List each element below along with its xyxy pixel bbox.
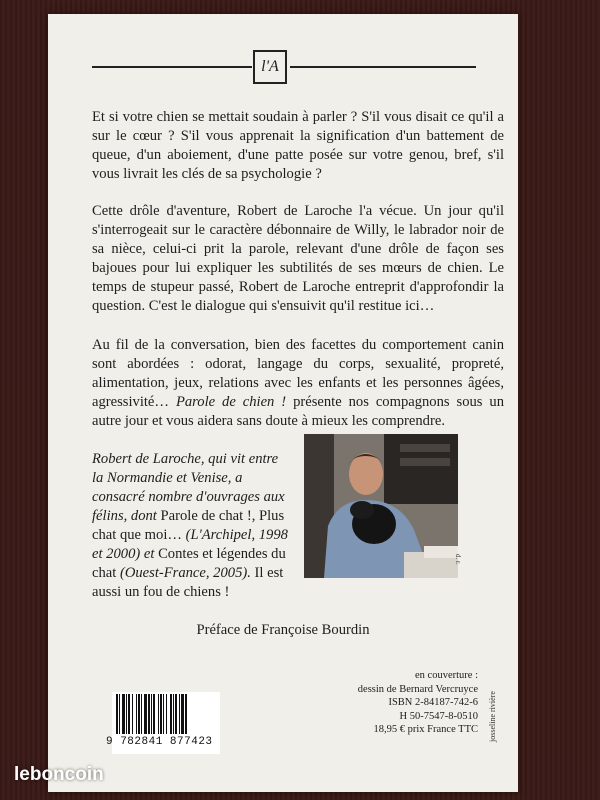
publisher-logo: l'A xyxy=(253,50,287,84)
preface-line: Préface de Françoise Bourdin xyxy=(196,622,370,638)
book-title: Parole de chien ! xyxy=(175,394,287,410)
barcode-bar xyxy=(148,694,150,734)
book-back-cover xyxy=(48,14,518,792)
author-bio-closing: Il est aussi un fou de chiens ! xyxy=(92,565,284,600)
cover-artist: dessin de Bernard Vercruyce xyxy=(357,683,478,695)
blurb-paragraph-3-text-b: présente nos compagnons sous un autre jour et vous aidera sans doute à mieux les comprendre. xyxy=(92,394,504,429)
product-code: H 50-7547-8-0510 xyxy=(399,710,478,722)
barcode-bar xyxy=(116,694,118,734)
barcode-bar xyxy=(126,694,127,734)
header-rule-right xyxy=(290,66,476,68)
design-credit: josseline rivière xyxy=(488,691,497,742)
barcode-bars xyxy=(112,692,220,736)
barcode-bar xyxy=(179,694,180,734)
isbn: ISBN 2-84187-742-6 xyxy=(388,697,478,709)
barcode-bar xyxy=(175,694,177,734)
barcode-bar xyxy=(181,694,184,734)
barcode-bar xyxy=(141,694,142,734)
header-rule-left xyxy=(92,66,252,68)
author-bio-book1: Parole de chat !, Plus chat que moi… xyxy=(92,508,285,543)
barcode-bar xyxy=(136,694,137,734)
blurb-paragraph-3 xyxy=(92,336,504,431)
barcode-bar xyxy=(158,694,159,734)
author-photo xyxy=(304,434,458,578)
barcode-bar xyxy=(151,694,152,734)
barcode-bar xyxy=(160,694,162,734)
barcode-bar xyxy=(185,694,187,734)
blurb-paragraph-3-text-a: Au fil de la conversation, bien des facettes du comportement canin sont abordées : odorat, langage du corps, sexualité, propreté, alimentation, jeux, relations avec les enfants et les personnes âgées, agressivité… xyxy=(92,337,504,410)
barcode-bar xyxy=(166,694,167,734)
leboncoin-watermark: leboncoin xyxy=(14,764,104,785)
photo-credit: d. r. xyxy=(454,554,462,565)
barcode-number: 9 782841 877423 xyxy=(106,736,213,748)
author-bio xyxy=(92,450,292,602)
barcode-bar xyxy=(138,694,140,734)
barcode-bar xyxy=(153,694,155,734)
blurb-paragraph-1: Et si votre chien se mettait soudain à parler ? S'il vous disait ce qu'il a sur le cœur ? S'il vous apprenait la signification d'un battement de queue, d'un aboiement, d'une patte posée sur votre genou, bref, s'il vous livrait les clés de sa psychologie ? xyxy=(92,109,504,182)
author-photo-image xyxy=(304,434,458,578)
barcode-bar xyxy=(128,694,130,734)
price: 18,95 € prix France TTC xyxy=(373,724,478,736)
author-bio-publisher1: (L'Archipel, 1998 et 2000) et xyxy=(92,527,288,562)
barcode-bar xyxy=(163,694,164,734)
barcode-bar xyxy=(170,694,172,734)
barcode-bar xyxy=(173,694,174,734)
barcode-bar xyxy=(132,694,133,734)
barcode-bar xyxy=(122,694,125,734)
author-bio-publisher2: (Ouest-France, 2005). xyxy=(119,565,251,581)
author-bio-intro: Robert de Laroche, qui vit entre la Normandie et Venise, a consacré nombre d'ouvrages aux félins, dont xyxy=(92,451,285,524)
barcode-bar xyxy=(119,694,120,734)
author-bio-book2: Contes et légendes du chat xyxy=(92,546,286,581)
blurb-paragraph-2: Cette drôle d'aventure, Robert de Laroche l'a vécue. Un jour qu'il s'interrogeait sur le caractère débonnaire de Willy, le labrador noir de sa nièce, celui-ci prit la parole, relevant d'une drôle de façon ses bajoues pour lui expliquer les subtilités de ses mœurs de chien. Le temps de stupeur passé, Robert de Laroche entreprit d'approfondir la question. C'est le dialogue qui s'ensuivit qu'il restitue ici… xyxy=(92,203,504,314)
barcode-bar xyxy=(144,694,147,734)
publication-info xyxy=(298,669,478,737)
cover-label: en couverture : xyxy=(415,670,478,681)
